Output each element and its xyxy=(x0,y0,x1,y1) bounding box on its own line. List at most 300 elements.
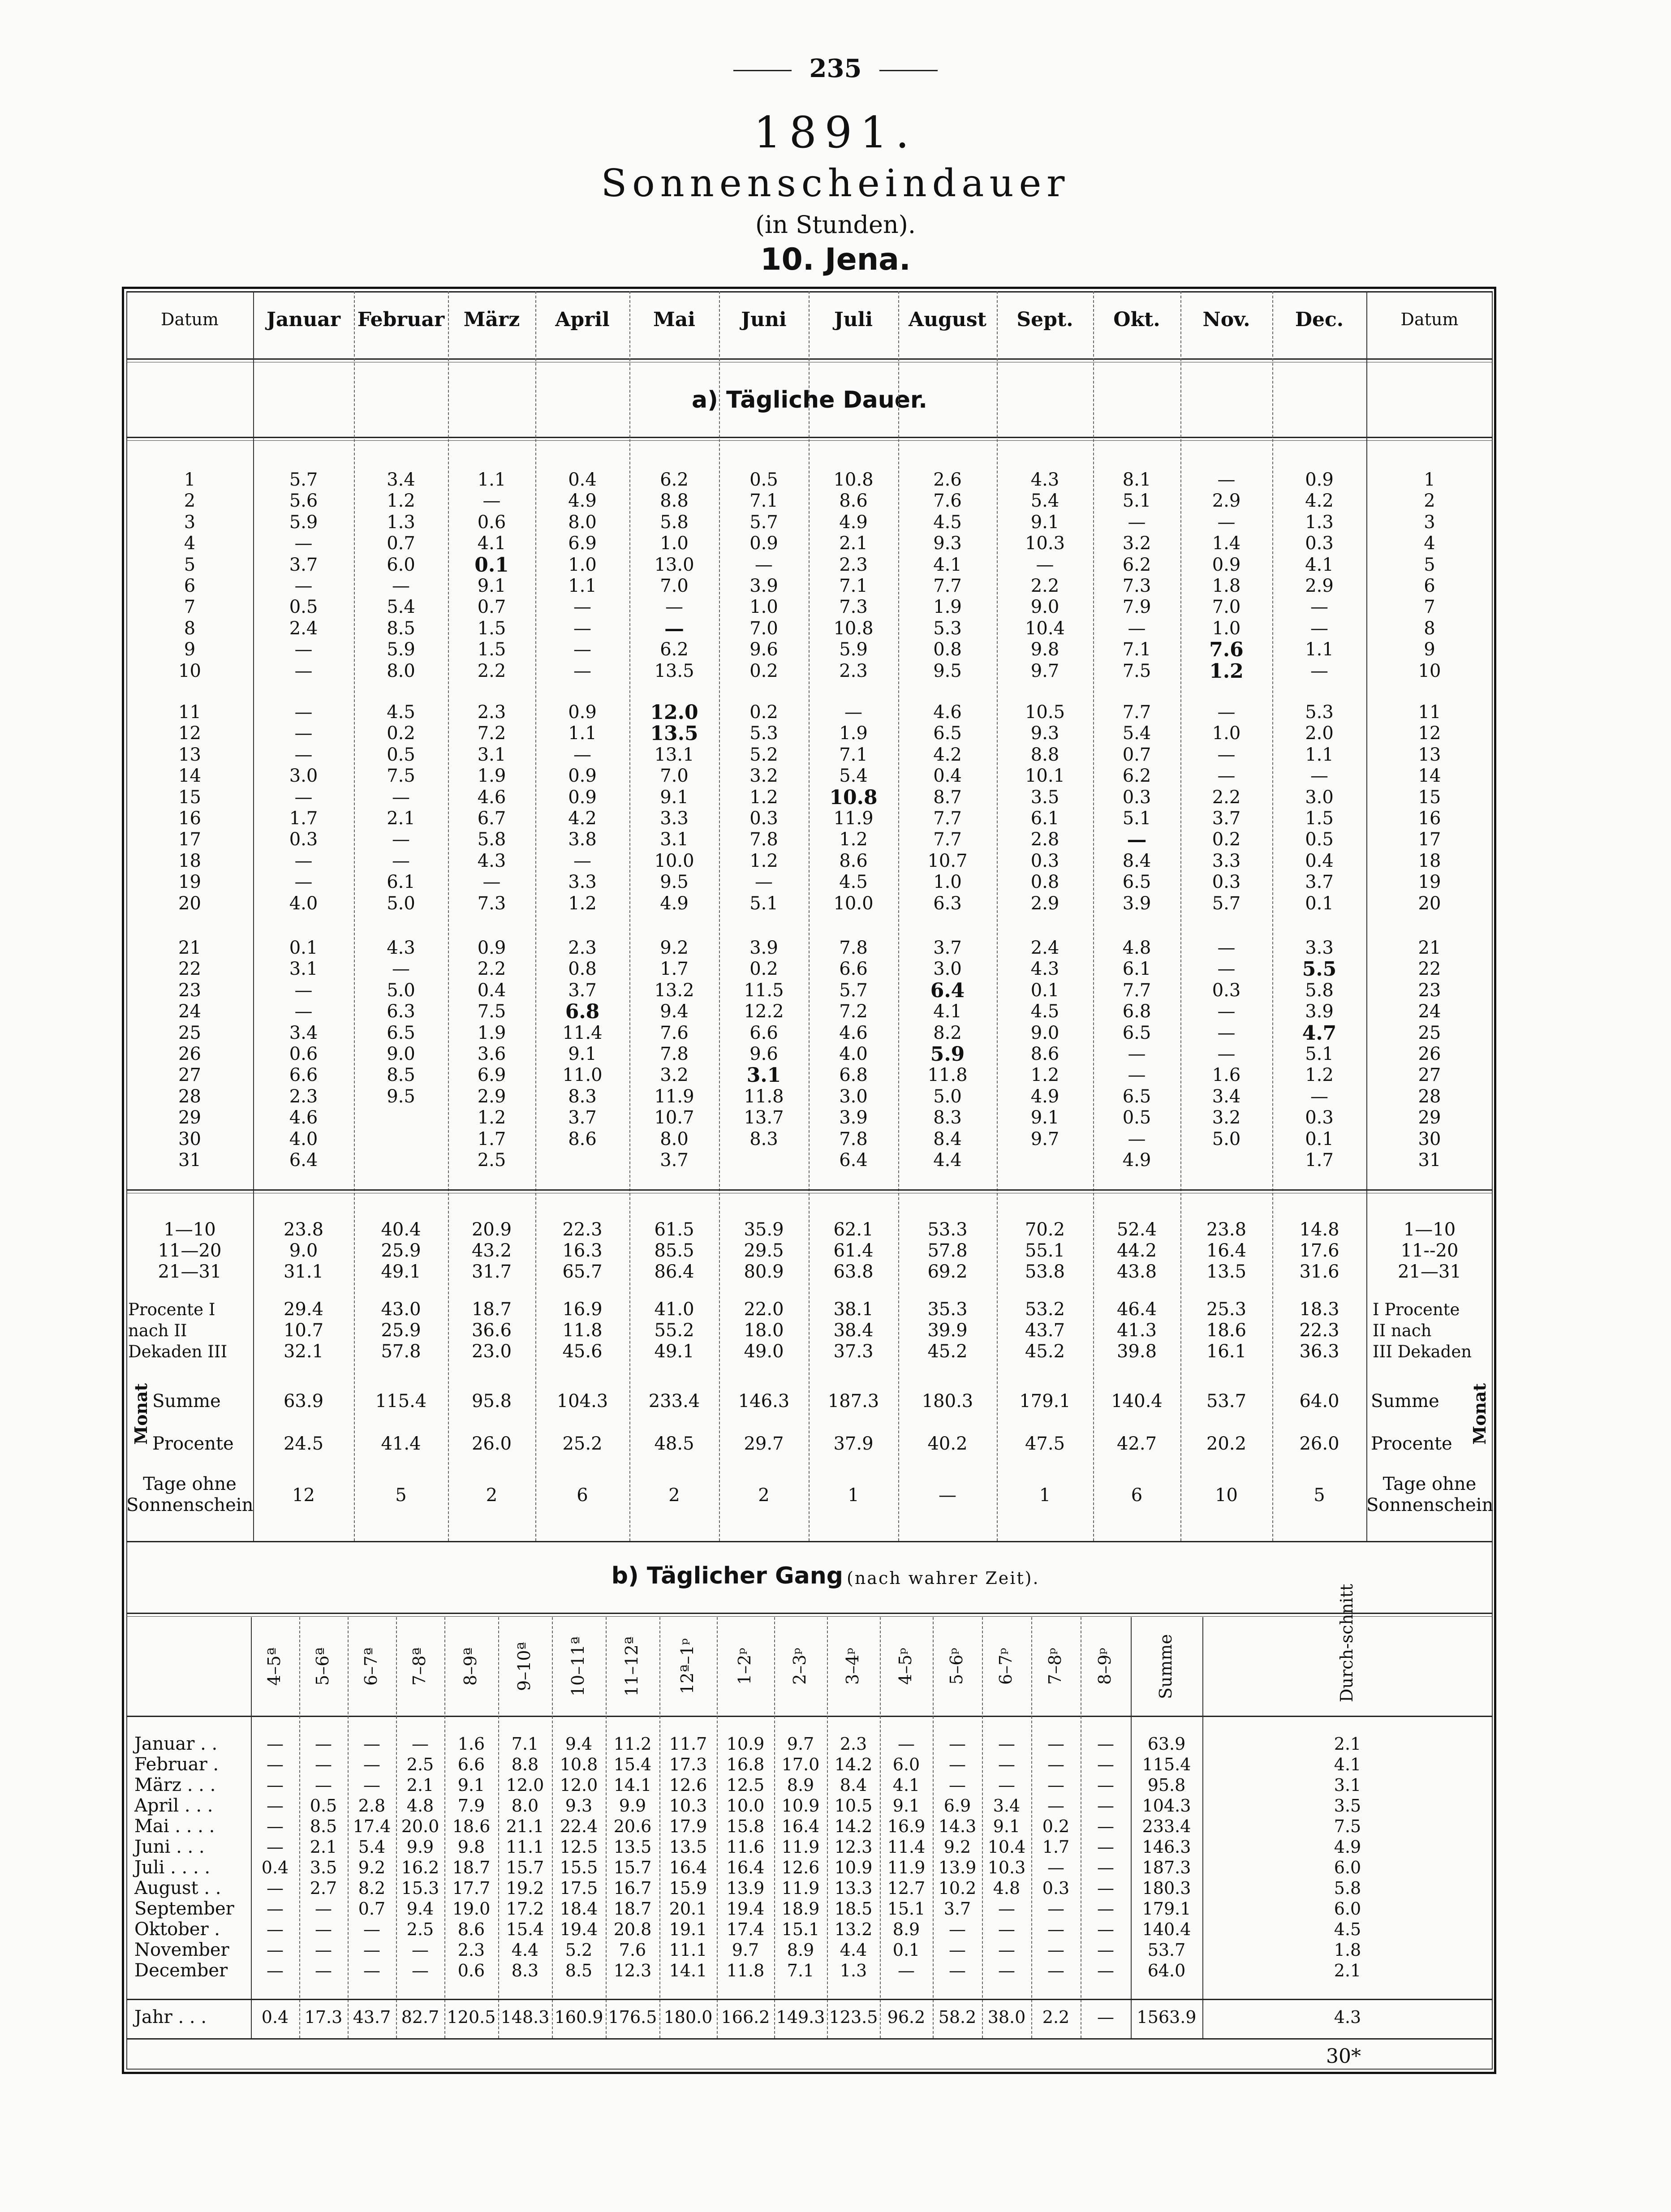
daily-value: — xyxy=(573,597,591,618)
daily-value: 9.5 xyxy=(933,660,962,681)
gang-value: 2.7 xyxy=(310,1878,337,1898)
procente-value: 16.1 xyxy=(1206,1341,1247,1362)
daily-value: — xyxy=(482,491,501,512)
gang-value: 13.2 xyxy=(834,1919,873,1939)
gang-value: 19.2 xyxy=(506,1878,544,1898)
daily-value: 7.5 xyxy=(387,766,415,787)
daily-value: 9.4 xyxy=(660,1001,689,1022)
gang-value: 4.8 xyxy=(993,1878,1021,1898)
month-header: Sept. xyxy=(1016,308,1073,331)
gang-value: 2.1 xyxy=(406,1775,434,1795)
daily-value: 0.7 xyxy=(387,533,415,554)
gang-value: 7.9 xyxy=(457,1796,485,1816)
day-label-right: 15 xyxy=(1418,787,1441,808)
daily-value: 10.8 xyxy=(833,469,874,490)
daily-value: 3.0 xyxy=(289,766,318,787)
daily-value: 7.7 xyxy=(933,829,962,850)
gang-value: 19.4 xyxy=(726,1899,765,1919)
gang-month-label: August . . xyxy=(134,1878,221,1898)
gang-value: 96.2 xyxy=(887,2007,926,2027)
gang-value: 9.7 xyxy=(787,1734,814,1754)
gang-value: 2.5 xyxy=(406,1919,434,1939)
gang-value: 20.1 xyxy=(669,1899,707,1919)
monat-procente: 24.5 xyxy=(283,1433,324,1454)
daily-value: 1.5 xyxy=(477,618,506,639)
daily-value: 12.0 xyxy=(650,701,698,724)
daily-value: 7.0 xyxy=(749,618,778,639)
dekade-sum: 22.3 xyxy=(562,1219,603,1240)
daily-value: 1.2 xyxy=(568,893,597,914)
gang-value: 9.1 xyxy=(457,1775,485,1795)
daily-value: 6.9 xyxy=(477,1065,506,1086)
gang-value: 17.3 xyxy=(669,1755,707,1774)
daily-value: 5.7 xyxy=(1212,893,1241,914)
gang-value: — xyxy=(1047,1734,1064,1754)
daily-value: 9.0 xyxy=(1030,1022,1059,1043)
gang-value: 187.3 xyxy=(1142,1858,1191,1877)
gang-value: 20.8 xyxy=(613,1919,652,1939)
day-label: 29 xyxy=(178,1107,201,1128)
daily-value: 1.1 xyxy=(568,723,597,744)
gang-value: — xyxy=(1047,1858,1064,1877)
daily-value: 10.0 xyxy=(654,850,694,871)
gang-value: 2.8 xyxy=(358,1796,386,1816)
dekade-sum: 86.4 xyxy=(654,1261,694,1282)
gang-value: 20.0 xyxy=(401,1816,439,1836)
daily-value: — xyxy=(665,597,683,618)
procente-value: 23.0 xyxy=(471,1341,512,1362)
day-label: 22 xyxy=(178,959,201,980)
daily-value: 6.2 xyxy=(660,469,689,490)
day-label: 16 xyxy=(178,808,201,829)
dekade-sum: 53.8 xyxy=(1025,1261,1065,1282)
daily-value: 9.0 xyxy=(1030,597,1059,618)
procente-value: 45.2 xyxy=(927,1341,968,1362)
gang-value: — xyxy=(315,1734,332,1754)
daily-value: 0.3 xyxy=(289,829,318,850)
gang-value: 18.6 xyxy=(452,1816,491,1836)
gang-value: 5.4 xyxy=(358,1837,386,1857)
daily-value: 5.8 xyxy=(660,512,689,533)
gang-value: 12.3 xyxy=(613,1961,652,1980)
daily-value: 7.2 xyxy=(839,1001,868,1022)
daily-value: 9.6 xyxy=(749,639,778,660)
gang-value: — xyxy=(1097,1734,1114,1754)
daily-value: 4.6 xyxy=(839,1022,868,1043)
day-label-right: 30 xyxy=(1418,1128,1441,1149)
gang-value: — xyxy=(1097,1919,1114,1939)
day-label-right: 1 xyxy=(1424,469,1435,490)
daily-value: — xyxy=(294,744,313,765)
gang-value: 146.3 xyxy=(1142,1837,1191,1857)
day-label: 3 xyxy=(184,512,196,533)
daily-value: 0.1 xyxy=(1305,893,1334,914)
daily-value: 7.7 xyxy=(933,576,962,596)
daily-value: 4.0 xyxy=(839,1044,868,1064)
daily-value: 0.4 xyxy=(1305,850,1334,871)
gang-value: 16.2 xyxy=(401,1858,439,1877)
gang-value: 12.0 xyxy=(506,1775,544,1795)
gang-value: — xyxy=(949,1919,966,1939)
daily-value: 5.4 xyxy=(1030,491,1059,512)
daily-value: 2.3 xyxy=(289,1086,318,1107)
daily-value: 2.1 xyxy=(387,808,415,829)
daily-value: 6.8 xyxy=(839,1065,868,1086)
gang-value: 16.4 xyxy=(781,1816,820,1836)
daily-value: 6.0 xyxy=(387,554,415,575)
gang-value: — xyxy=(363,1734,380,1754)
procente-value: 41.3 xyxy=(1116,1320,1157,1341)
daily-value: 7.3 xyxy=(1122,576,1151,596)
signature-mark: 30* xyxy=(1326,2045,1361,2068)
daily-value: 6.2 xyxy=(1122,766,1151,787)
daily-value: 8.0 xyxy=(568,512,597,533)
gang-value: — xyxy=(1047,1899,1064,1919)
day-label-right: 21 xyxy=(1418,938,1441,958)
gang-value: 2.1 xyxy=(1334,1734,1361,1754)
tage-ohne-value: 6 xyxy=(577,1485,588,1506)
gang-value: 15.5 xyxy=(560,1858,598,1877)
gang-value: — xyxy=(1047,1796,1064,1816)
procente-value: 49.0 xyxy=(744,1341,784,1362)
daily-value: 0.9 xyxy=(568,787,597,808)
daily-value: 0.2 xyxy=(749,959,778,980)
daily-value: 13.2 xyxy=(654,980,694,1001)
dekade-sum: 43.2 xyxy=(471,1240,512,1261)
tage-ohne-value: 1 xyxy=(1039,1485,1051,1506)
day-label-right: 16 xyxy=(1418,808,1441,829)
daily-value: 3.5 xyxy=(1030,787,1059,808)
daily-value: 10.8 xyxy=(833,618,874,639)
gang-value: 16.7 xyxy=(613,1878,652,1898)
procente-value: 36.3 xyxy=(1299,1341,1339,1362)
daily-value: 0.2 xyxy=(749,660,778,681)
gang-value: 15.1 xyxy=(887,1899,926,1919)
gang-value: 95.8 xyxy=(1147,1775,1186,1795)
daily-value: 3.3 xyxy=(1305,938,1334,958)
gang-value: 10.3 xyxy=(987,1858,1026,1877)
daily-value: 1.2 xyxy=(1209,659,1244,683)
tage-ohne-value: 5 xyxy=(395,1485,407,1506)
section-b-rule xyxy=(126,1613,1493,1614)
daily-value: 3.9 xyxy=(749,938,778,958)
gang-value: 12.5 xyxy=(560,1837,598,1857)
daily-value: 2.9 xyxy=(1212,491,1241,512)
section-b-note: (nach wahrer Zeit). xyxy=(847,1568,1040,1588)
day-label: 25 xyxy=(178,1022,201,1043)
daily-value: 8.1 xyxy=(1122,469,1151,490)
daily-value: 0.1 xyxy=(474,553,509,577)
daily-value: 9.8 xyxy=(1030,639,1059,660)
gang-value: — xyxy=(315,1755,332,1774)
daily-value: 1.5 xyxy=(477,639,506,660)
dekade-sum: 25.9 xyxy=(381,1240,421,1261)
daily-value: — xyxy=(1128,618,1146,639)
gang-value: 180.3 xyxy=(1142,1878,1191,1898)
day-label: 13 xyxy=(178,744,201,765)
daily-value: 5.3 xyxy=(1305,702,1334,723)
station-heading: 10. Jena. xyxy=(760,242,911,277)
daily-value: — xyxy=(755,554,773,575)
procente-value: 39.9 xyxy=(927,1320,968,1341)
gang-value: 148.3 xyxy=(500,2007,550,2027)
daily-value: 6.4 xyxy=(839,1150,868,1171)
gang-value: 13.9 xyxy=(938,1858,977,1877)
daily-value: 7.1 xyxy=(839,576,868,596)
gang-value: 233.4 xyxy=(1142,1816,1191,1836)
procente-value: 29.4 xyxy=(283,1299,324,1320)
daily-value: 4.1 xyxy=(933,1001,962,1022)
gang-value: 4.3 xyxy=(1334,2007,1361,2027)
daily-value: 0.3 xyxy=(1122,787,1151,808)
daily-value: 7.5 xyxy=(1122,660,1151,681)
daily-value: 2.4 xyxy=(289,618,318,639)
gang-value: 10.8 xyxy=(560,1755,598,1774)
daily-value: 7.5 xyxy=(477,1001,506,1022)
daily-value: 10.7 xyxy=(927,850,968,871)
daily-value: — xyxy=(1310,618,1328,639)
daily-value: 5.8 xyxy=(477,829,506,850)
daily-value: 0.9 xyxy=(749,533,778,554)
daily-value: 3.3 xyxy=(1212,850,1241,871)
daily-value: 3.2 xyxy=(1122,533,1151,554)
daily-value: 0.3 xyxy=(1212,980,1241,1001)
summe-label-right: Summe xyxy=(1371,1391,1439,1412)
header-bottom-rule xyxy=(126,358,1493,360)
procente-value: 55.2 xyxy=(654,1320,694,1341)
procente-value: 25.3 xyxy=(1206,1299,1247,1320)
gang-value: 10.0 xyxy=(726,1796,765,1816)
daily-value: 6.4 xyxy=(930,979,965,1002)
year-heading: 1891. xyxy=(754,108,917,158)
gang-value: 64.0 xyxy=(1147,1961,1186,1980)
daily-value: 1.0 xyxy=(660,533,689,554)
daily-value: 4.9 xyxy=(1030,1086,1059,1107)
daily-value: 6.1 xyxy=(387,872,415,893)
daily-value: 3.1 xyxy=(746,1064,781,1087)
gang-value: 8.6 xyxy=(457,1919,485,1939)
gang-value: 8.5 xyxy=(565,1961,593,1980)
gang-value: 6.0 xyxy=(892,1755,920,1774)
tage-ohne-value: — xyxy=(939,1485,956,1506)
monat-summe: 95.8 xyxy=(471,1391,512,1412)
dekade-sum: 31.1 xyxy=(283,1261,324,1282)
hour-header: 5–6ᵖ xyxy=(947,1648,966,1685)
gang-value: — xyxy=(1047,1961,1064,1980)
daily-value: 3.7 xyxy=(568,1107,597,1128)
gang-value: — xyxy=(315,1775,332,1795)
daily-value: — xyxy=(1128,512,1146,533)
daily-value: 0.3 xyxy=(1212,872,1241,893)
daily-value: 3.3 xyxy=(568,872,597,893)
daily-value: 7.2 xyxy=(477,723,506,744)
gang-value: 10.3 xyxy=(669,1796,707,1816)
daily-value: 5.9 xyxy=(930,1043,965,1066)
monat-procente: 26.0 xyxy=(1299,1433,1339,1454)
day-label: 26 xyxy=(178,1044,201,1064)
gang-value: — xyxy=(315,1940,332,1960)
daily-value: 3.8 xyxy=(568,829,597,850)
daily-value: 0.9 xyxy=(1305,469,1334,490)
daily-value: 3.4 xyxy=(289,1022,318,1043)
daily-value: 0.9 xyxy=(477,938,506,958)
dekade-sum: 44.2 xyxy=(1116,1240,1157,1261)
daily-value: 6.4 xyxy=(289,1150,318,1171)
dekade-sum: 17.6 xyxy=(1299,1240,1339,1261)
daily-value: 10.8 xyxy=(829,786,878,809)
monat-procente: 40.2 xyxy=(927,1433,968,1454)
daily-value: 5.1 xyxy=(1122,808,1151,829)
gang-value: 10.9 xyxy=(781,1796,820,1816)
dekade-sum: 65.7 xyxy=(562,1261,603,1282)
day-label: 15 xyxy=(178,787,201,808)
gang-value: — xyxy=(315,1919,332,1939)
procente-value: 49.1 xyxy=(654,1341,694,1362)
gang-value: — xyxy=(1097,2007,1114,2027)
daily-value: 1.4 xyxy=(1212,533,1241,554)
gang-value: 5.8 xyxy=(1334,1878,1361,1898)
daily-value: 9.1 xyxy=(1030,512,1059,533)
hour-header: Durch-schnitt xyxy=(1337,1584,1357,1702)
day-label-right: 14 xyxy=(1418,766,1441,787)
daily-value: — xyxy=(294,576,313,596)
day-label-right: 23 xyxy=(1418,980,1441,1001)
daily-value: 11.9 xyxy=(654,1086,694,1107)
day-label: 27 xyxy=(178,1065,201,1086)
daily-value: 1.2 xyxy=(1030,1065,1059,1086)
day-label-right: 25 xyxy=(1418,1022,1441,1043)
month-header: Juli xyxy=(834,308,873,331)
gang-value: 12.0 xyxy=(560,1775,598,1795)
daily-value: 7.3 xyxy=(839,597,868,618)
daily-value: 7.7 xyxy=(933,808,962,829)
daily-value: 3.9 xyxy=(749,576,778,596)
gang-value: — xyxy=(1097,1796,1114,1816)
gang-value: — xyxy=(315,1961,332,1980)
daily-value: 5.1 xyxy=(1122,491,1151,512)
gang-value: 5.2 xyxy=(565,1940,593,1960)
gang-value: 1.8 xyxy=(1334,1940,1361,1960)
tage-ohne-label-1: Tage ohne xyxy=(143,1474,237,1494)
gang-value: — xyxy=(412,1940,429,1960)
daily-value: 0.8 xyxy=(1030,872,1059,893)
dekade-label-right: 21—31 xyxy=(1398,1261,1461,1282)
monat-procente-label-right: Procente xyxy=(1371,1433,1452,1454)
daily-value: 9.1 xyxy=(1030,1107,1059,1128)
gang-value: 2.1 xyxy=(310,1837,337,1857)
dekade-sum: 62.1 xyxy=(833,1219,874,1240)
daily-value: 1.9 xyxy=(839,723,868,744)
gang-value: — xyxy=(1047,1755,1064,1774)
daily-value: 13.0 xyxy=(654,554,694,575)
daily-value: — xyxy=(392,787,410,808)
daily-value: 2.9 xyxy=(1030,893,1059,914)
daily-value: 5.8 xyxy=(1305,980,1334,1001)
gang-value: 11.9 xyxy=(887,1858,926,1877)
gang-value: 9.3 xyxy=(565,1796,593,1816)
dekade-sum: 14.8 xyxy=(1299,1219,1339,1240)
daily-value: 10.5 xyxy=(1025,702,1065,723)
daily-value: 8.2 xyxy=(933,1022,962,1043)
gang-value: 20.6 xyxy=(613,1816,652,1836)
procente-value: 18.3 xyxy=(1299,1299,1339,1320)
gang-value: 8.9 xyxy=(787,1940,814,1960)
daily-value: 7.6 xyxy=(660,1022,689,1043)
procente-label: Dekaden III xyxy=(128,1342,228,1361)
daily-value: 5.0 xyxy=(387,980,415,1001)
dekade-sum: 85.5 xyxy=(654,1240,694,1261)
dekade-sum: 13.5 xyxy=(1206,1261,1247,1282)
daily-value: 8.3 xyxy=(749,1128,778,1149)
gang-value: — xyxy=(898,1734,915,1754)
dekade-sum: 9.0 xyxy=(289,1240,318,1261)
daily-value: 0.9 xyxy=(568,702,597,723)
gang-value: 9.1 xyxy=(892,1796,920,1816)
gang-value: 17.4 xyxy=(726,1919,765,1939)
section-b-rule-2 xyxy=(126,1616,1493,1617)
tage-ohne-value: 12 xyxy=(292,1485,315,1506)
gang-value: 10.9 xyxy=(726,1734,765,1754)
daily-value: 4.4 xyxy=(933,1150,962,1171)
gang-value: — xyxy=(363,1755,380,1774)
gang-value: 13.5 xyxy=(613,1837,652,1857)
hour-header: 7–8ª xyxy=(409,1647,429,1686)
hour-header: 9–10ª xyxy=(514,1642,534,1691)
gang-value: 4.8 xyxy=(406,1796,434,1816)
datum-header-left: Datum xyxy=(161,310,219,329)
month-header: Dec. xyxy=(1295,308,1344,331)
daily-value: 1.2 xyxy=(749,850,778,871)
gang-value: 10.4 xyxy=(987,1837,1026,1857)
procente-value: 45.2 xyxy=(1025,1341,1065,1362)
daily-value: 1.7 xyxy=(660,959,689,980)
day-label-right: 13 xyxy=(1418,744,1441,765)
daily-value: 2.9 xyxy=(477,1086,506,1107)
gang-value: — xyxy=(998,1919,1015,1939)
gang-value: 4.9 xyxy=(1334,1837,1361,1857)
daily-value: 1.0 xyxy=(1212,618,1241,639)
gang-value: 8.5 xyxy=(310,1816,337,1836)
gang-year-rule xyxy=(126,1999,1493,2000)
daily-value: 1.7 xyxy=(289,808,318,829)
dekade-sum: 80.9 xyxy=(744,1261,784,1282)
daily-value: 4.5 xyxy=(933,512,962,533)
daily-value: 4.6 xyxy=(477,787,506,808)
daily-value: 7.9 xyxy=(1122,597,1151,618)
monat-procente: 29.7 xyxy=(744,1433,784,1454)
day-label-right: 7 xyxy=(1424,597,1435,618)
summe-label: Summe xyxy=(152,1391,221,1412)
monat-summe: 104.3 xyxy=(556,1391,608,1412)
daily-value: — xyxy=(294,702,313,723)
gang-month-label: April . . . xyxy=(134,1795,213,1816)
daily-value: 1.1 xyxy=(568,576,597,596)
daily-value: 13.5 xyxy=(654,660,694,681)
gang-month-label: Oktober . xyxy=(134,1919,220,1940)
procente-value: 18.6 xyxy=(1206,1320,1247,1341)
dekade-sum: 16.3 xyxy=(562,1240,603,1261)
gang-value: — xyxy=(267,1816,284,1836)
procente-value: 43.7 xyxy=(1025,1320,1065,1341)
gang-value: 7.1 xyxy=(787,1961,814,1980)
daily-value: 12.2 xyxy=(744,1001,784,1022)
day-label-right: 6 xyxy=(1424,576,1435,596)
day-label: 14 xyxy=(178,766,201,787)
hour-header: 4–5ᵖ xyxy=(896,1648,915,1685)
daily-value: — xyxy=(1310,597,1328,618)
gang-value: — xyxy=(998,1961,1015,1980)
day-label-right: 5 xyxy=(1424,554,1435,575)
